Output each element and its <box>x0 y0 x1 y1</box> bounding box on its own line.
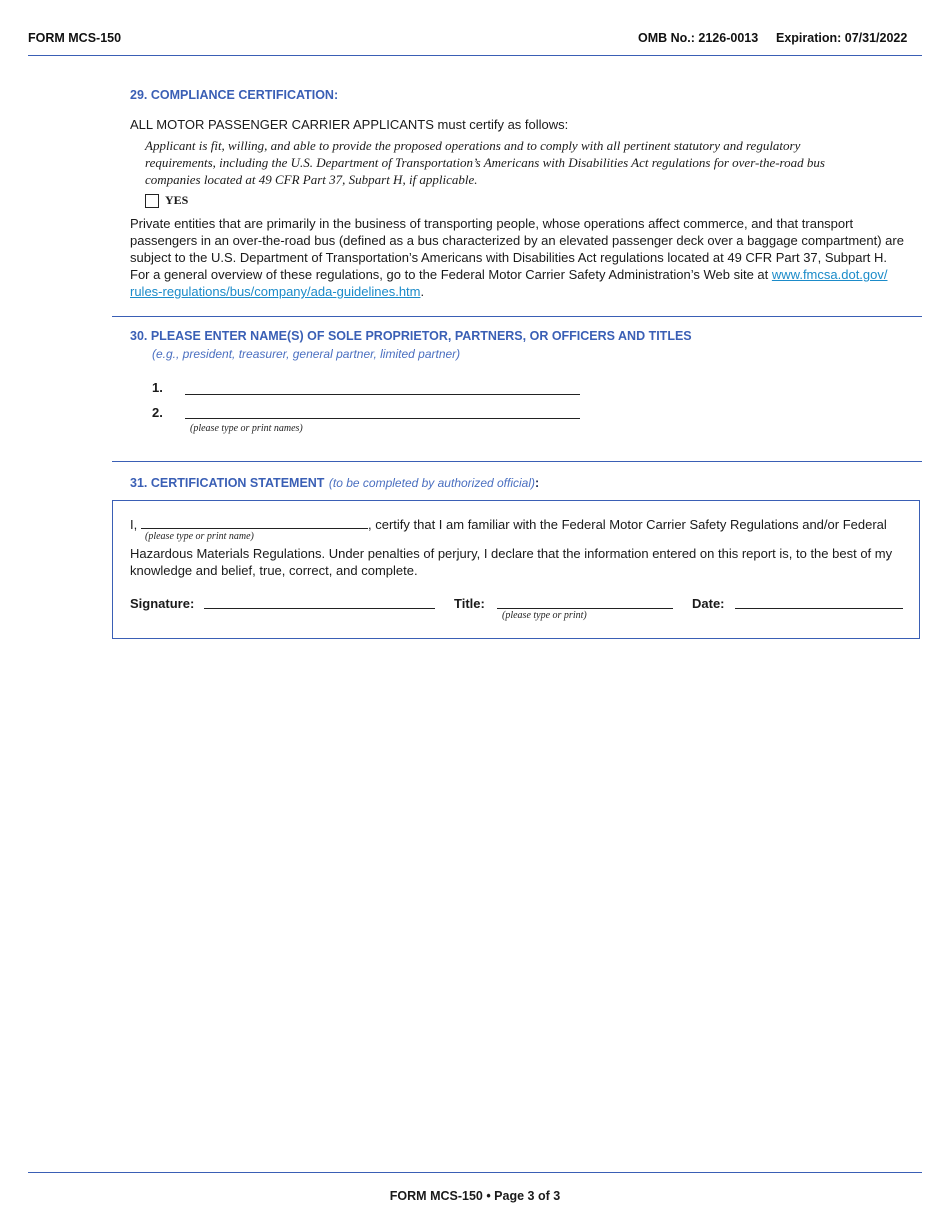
yes-checkbox[interactable] <box>145 194 159 208</box>
ada-paragraph-line-5 <box>130 283 424 300</box>
title-label: Title: <box>454 596 485 611</box>
fmcsa-link-part-2[interactable]: rules-regulations/bus/company/ada-guidelines.htm <box>130 284 421 299</box>
ada-paragraph-line-4 <box>130 266 888 283</box>
section-31-colon: : <box>535 476 540 490</box>
footer-rule <box>28 1172 922 1173</box>
section-30-rule <box>112 461 922 462</box>
cert-name-field[interactable] <box>141 528 368 529</box>
section-31-title: 31. CERTIFICATION STATEMENT <box>130 476 325 490</box>
section-30-title: 30. PLEASE ENTER NAME(S) OF SOLE PROPRIETOR, PARTNERS, OR OFFICERS AND TITLES <box>130 329 692 343</box>
ada-paragraph-line-2: passengers in an over-the-road bus (defined as a bus characterized by an elevated passenger deck over a baggage compartment) are <box>130 233 904 248</box>
compliance-statement-line-2: requirements, including the U.S. Department of Transportation’s Americans with Disabilities Act regulations for over-the-road bus <box>145 155 825 170</box>
officer-item-2-number: 2. <box>152 405 163 420</box>
section-29-title: 29. COMPLIANCE CERTIFICATION: <box>130 88 339 102</box>
signature-label: Signature: <box>130 596 195 611</box>
ada-paragraph-end: . <box>420 284 425 299</box>
date-field[interactable] <box>735 608 903 609</box>
section-29-intro: ALL MOTOR PASSENGER CARRIER APPLICANTS must certify as follows: <box>130 117 569 132</box>
ada-paragraph-prefix: For a general overview of these regulations, go to the Federal Motor Carrier Safety Administration’s Web site at <box>130 267 772 282</box>
ada-paragraph-line-3: subject to the U.S. Department of Transportation’s Americans with Disabilities Act regulations located at 49 CFR Part 37, Subpart H. <box>130 250 888 265</box>
title-field[interactable] <box>497 608 673 609</box>
yes-label: YES <box>165 193 189 207</box>
officer-names-hint: (please type or print names) <box>190 423 303 434</box>
header-rule <box>28 55 922 56</box>
omb-number: OMB No.: 2126-0013 <box>638 31 759 45</box>
fmcsa-link-part-1[interactable]: www.fmcsa.dot.gov/ <box>771 267 888 282</box>
cert-text-line-3: knowledge and belief, true, correct, and complete. <box>130 563 418 578</box>
date-label: Date: <box>692 596 725 611</box>
cert-text-line-2: Hazardous Materials Regulations. Under penalties of perjury, I declare that the information entered on this report is, to the best of my <box>130 546 893 561</box>
ada-paragraph-line-1: Private entities that are primarily in the business of transporting people, whose operations affect commerce, and that transport <box>130 216 854 231</box>
compliance-statement-line-3: companies located at 49 CFR Part 37, Subpart H, if applicable. <box>145 172 478 187</box>
officer-item-1-number: 1. <box>152 380 163 395</box>
cert-certify-text: , certify that I am familiar with the Federal Motor Carrier Safety Regulations and/or Federal <box>368 517 887 532</box>
section-30-subtitle: (e.g., president, treasurer, general partner, limited partner) <box>152 347 461 361</box>
signature-field[interactable] <box>204 608 435 609</box>
officer-name-field-2[interactable] <box>185 418 580 419</box>
section-31-subtitle: (to be completed by authorized official) <box>328 476 536 490</box>
footer-page-info: FORM MCS-150 • Page 3 of 3 <box>389 1189 561 1203</box>
section-31-heading <box>130 474 539 492</box>
section-29-rule <box>112 316 922 317</box>
cert-name-hint: (please type or print name) <box>145 531 254 542</box>
title-hint: (please type or print) <box>502 610 587 621</box>
officer-name-field-1[interactable] <box>185 394 580 395</box>
expiration-date: Expiration: 07/31/2022 <box>776 31 908 45</box>
form-name: FORM MCS-150 <box>28 31 122 45</box>
compliance-statement-line-1: Applicant is fit, willing, and able to provide the proposed operations and to comply with all pertinent statutory and regulatory <box>145 138 801 153</box>
cert-i-label: I, <box>130 517 138 532</box>
